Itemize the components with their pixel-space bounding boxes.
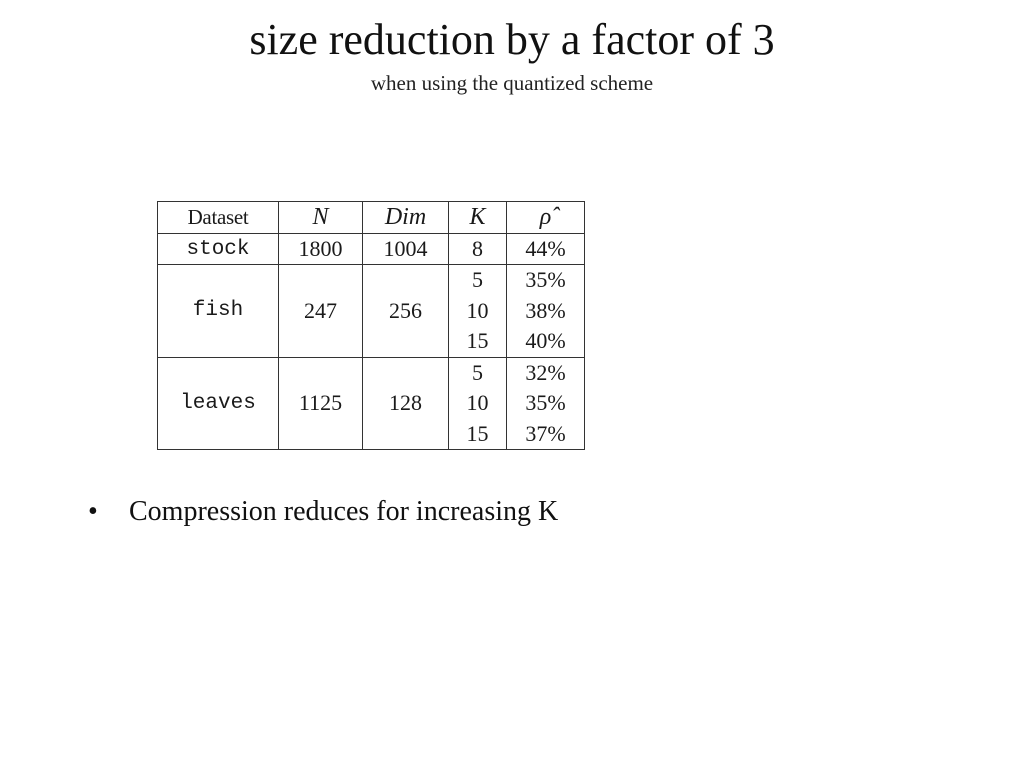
table-row — [158, 234, 585, 265]
cell-k: 8 — [449, 234, 507, 265]
slide-subtitle: when using the quantized scheme — [370, 71, 654, 95]
cell-dataset: fish — [158, 265, 279, 358]
bullet-marker: • — [88, 496, 98, 527]
cell-rho-group — [507, 357, 585, 450]
cell-n: 247 — [279, 265, 363, 358]
table-row — [158, 357, 585, 450]
slide-title: size reduction by a factor of 3 — [249, 15, 775, 64]
cell-dataset: stock — [158, 234, 279, 265]
cell-k: 15 — [466, 420, 489, 446]
cell-k: 5 — [472, 267, 483, 292]
header-dataset: Dataset — [158, 202, 279, 234]
bullet-item — [88, 494, 558, 530]
cell-rho: 37% — [525, 420, 566, 446]
cell-rho: 35% — [525, 390, 566, 415]
cell-n: 1125 — [279, 357, 363, 450]
cell-rho: 38% — [525, 297, 566, 323]
cell-k: 10 — [466, 297, 489, 323]
cell-dataset: leaves — [158, 357, 279, 450]
cell-n: 1800 — [279, 234, 363, 265]
cell-k-group — [449, 265, 507, 358]
cell-dim: 1004 — [363, 234, 449, 265]
header-n: N — [279, 202, 363, 234]
table-row — [158, 265, 585, 358]
cell-rho: 44% — [507, 234, 585, 265]
cell-rho: 40% — [525, 328, 566, 353]
cell-k: 15 — [466, 328, 489, 353]
cell-k: 5 — [472, 359, 483, 385]
cell-k-group — [449, 357, 507, 450]
cell-dim: 128 — [363, 357, 449, 450]
cell-rho: 32% — [525, 359, 566, 385]
cell-dim: 256 — [363, 265, 449, 358]
bullet-text: Compression reduces for increasing K — [129, 496, 559, 527]
cell-k: 10 — [466, 390, 489, 415]
header-dim: Dim — [363, 202, 449, 234]
header-rho: ρ̂ — [507, 202, 585, 234]
header-k: K — [449, 202, 507, 234]
cell-rho-group — [507, 265, 585, 358]
cell-rho: 35% — [525, 267, 566, 292]
results-table — [157, 201, 585, 450]
table-header-row — [158, 202, 585, 234]
